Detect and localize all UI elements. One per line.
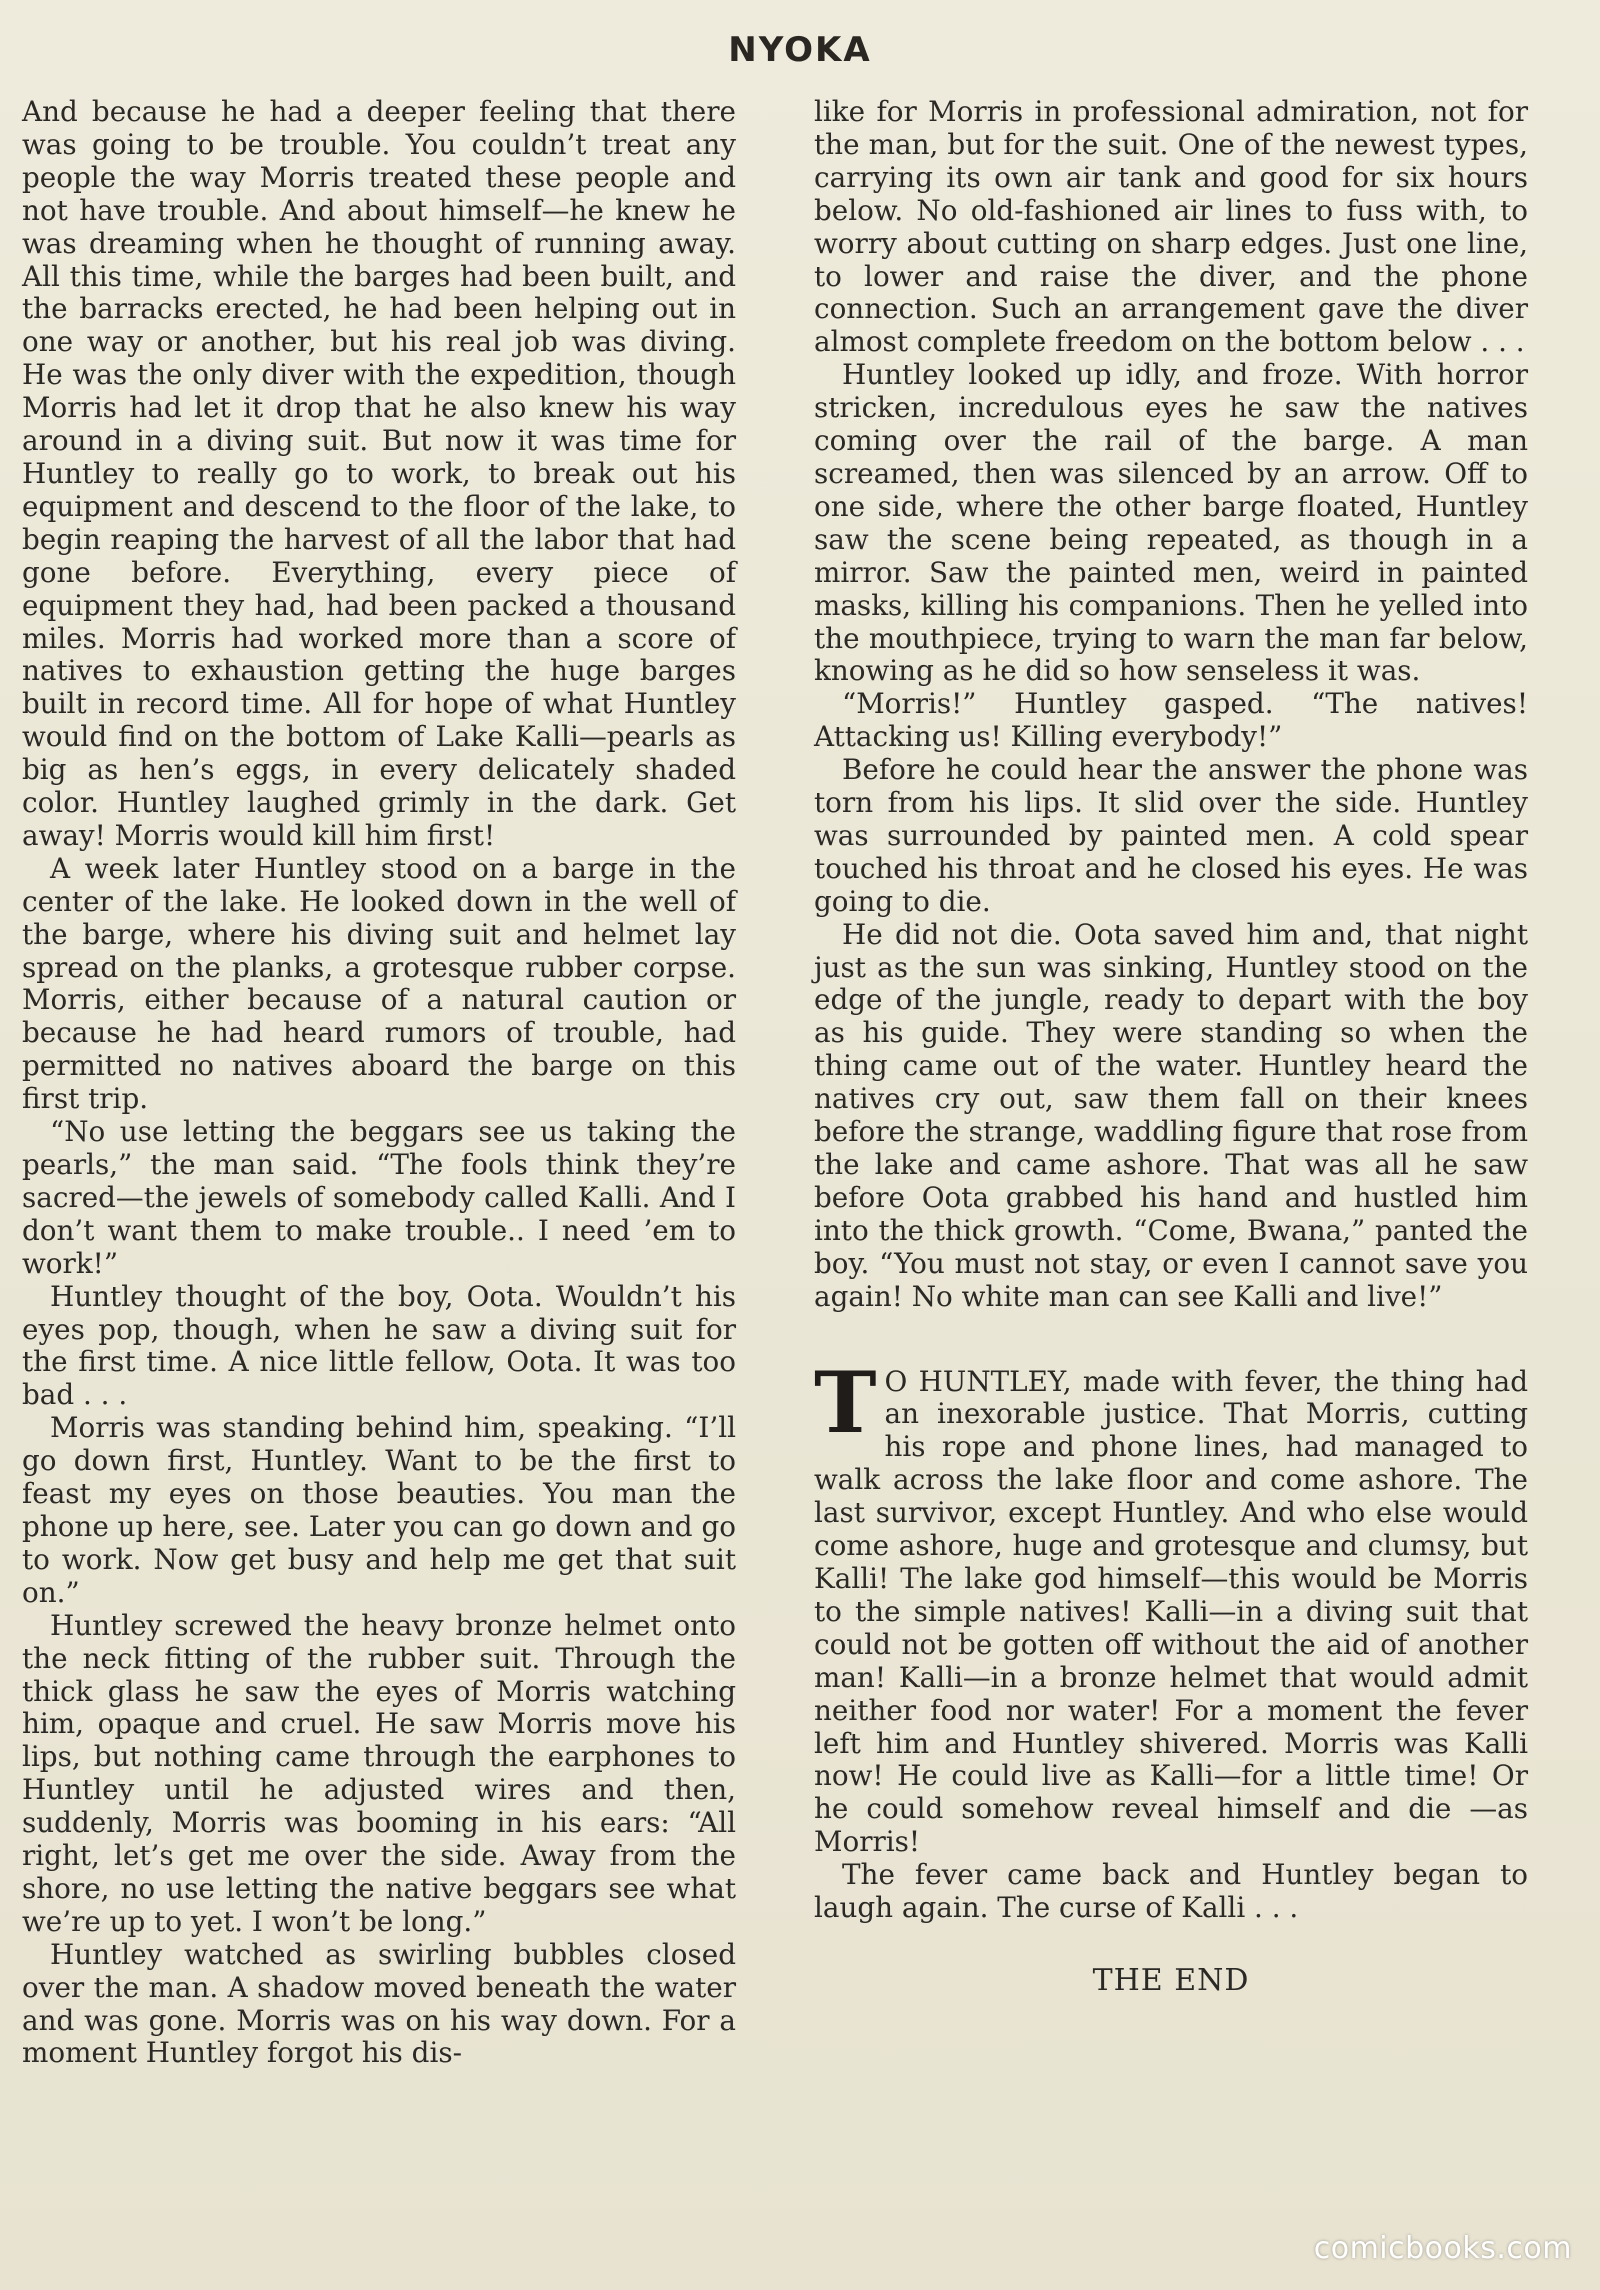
right-text-column (814, 96, 1528, 1998)
dropcap-paragraph-text: O HUNTLEY, made with fever, the thing had an inexorable justice. That Morris, cutting his rope and phone lines, had managed to walk across the lake floor and come ashore. The last survivor, except Huntley. And who else would come ashore, huge and grotesque and clumsy, but Kalli! The lake god himself—this would be Morris to the simple natives! Kalli—in a diving suit that could not be gotten off without the aid of another man! Kalli—in a bronze helmet that would admit neither food nor water! For a moment the fever left him and Huntley shivered. Morris was Kalli now! He could live as Kalli—for a little time! Or he could somehow reveal himself and die —as Morris! (814, 1364, 1528, 1859)
story-paragraph: A week later Huntley stood on a barge in the center of the lake. He looked down in the well of the barge, where his diving suit and helmet lay spread on the planks, a grotesque rubber corpse. Morris, either because of a natural caution or because he had heard rumors of trouble, had permitted no natives aboard the barge on this first trip. (22, 851, 736, 1116)
story-paragraph: Before he could hear the answer the phone was torn from his lips. It slid over the side. Huntley was surrounded by painted men. A cold spear touched his throat and he closed his eyes. He was going to die. (814, 753, 1528, 918)
story-paragraph: “No use letting the beggars see us taking the pearls,” the man said. “The fools think they’re sacred—the jewels of somebody called Kalli. And I don’t want them to make trouble.. I need ’em to work!” (22, 1115, 736, 1280)
story-paragraph: Huntley looked up idly, and froze. With horror stricken, incredulous eyes he saw the natives coming over the rail of the barge. A man screamed, then was silenced by an arrow. Off to one side, where the other barge floated, Huntley saw the scene being repeated, as though in a mirror. Saw the painted men, weird in painted masks, killing his companions. Then he yelled into the mouthpiece, trying to warn the man far below, knowing as he did so how senseless it was. (814, 358, 1528, 688)
dropcap-paragraph (814, 1352, 1528, 1860)
story-paragraph: Huntley thought of the boy, Oota. Wouldn’t his eyes pop, though, when he saw a diving suit for the first time. A nice little fellow, Oota. It was too bad . . . (22, 1279, 736, 1412)
final-paragraph: The fever came back and Huntley began to laugh again. The curse of Kalli . . . (814, 1858, 1528, 1925)
story-paragraph: like for Morris in professional admiration, not for the man, but for the suit. One of the newest types, carrying its own air tank and good for six hours below. No old-fashioned air lines to fuss with, to worry about cutting on sharp edges. Just one line, to lower and raise the diver, and the phone connection. Such an arrangement gave the diver almost complete freedom on the bottom below . . . (814, 95, 1528, 359)
story-paragraph: And because he had a deeper feeling that there was going to be trouble. You couldn’t treat any people the way Morris treated these people and not have trouble. And about himself—he knew he was dreaming when he thought of running away. All this time, while the barges had been built, and the barracks erected, he had been helping out in one way or another, but his real job was diving. He was the only diver with the expedition, though Morris had let it drop that he also knew his way around in a diving suit. But now it was time for Huntley to really go to work, to break out his equipment and descend to the floor of the lake, to begin reaping the harvest of all the labor that had gone before. Everything, every piece of equipment they had, had been packed a thousand miles. Morris had worked more than a score of natives to exhaustion getting the huge barges built in record time. All for hope of what Huntley would find on the bottom of Lake Kalli—pearls as big as hen’s eggs, in every delicately shaded color. Huntley laughed grimly in the dark. Get away! Morris would kill him first! (22, 95, 736, 852)
story-paragraph: “Morris!” Huntley gasped. “The natives! Attacking us! Killing everybody!” (814, 687, 1528, 754)
section-break (814, 1314, 1528, 1366)
the-end-label: THE END (1092, 1962, 1250, 1998)
page-header-title: NYOKA (728, 30, 872, 70)
left-text-column (22, 96, 736, 2070)
site-watermark: comicbooks.com (1313, 2231, 1572, 2266)
story-paragraph: He did not die. Oota saved him and, that night just as the sun was sinking, Huntley stood on the edge of the jungle, ready to depart with the boy as his guide. They were standing so when the thing came out of the water. Huntley heard the natives cry out, saw them fall on their knees before the strange, waddling figure that rose from the lake and came ashore. That was all he saw before Oota grabbed his hand and hustled him into the thick growth. “Come, Bwana,” panted the boy. “You must not stay, or even I cannot save you again! No white man can see Kalli and live!” (814, 917, 1528, 1313)
drop-cap-letter: T (814, 1352, 877, 1452)
story-paragraph: Huntley watched as swirling bubbles closed over the man. A shadow moved beneath the water and was gone. Morris was on his way down. For a moment Huntley forgot his dis- (22, 1937, 736, 2070)
story-paragraph: Huntley screwed the heavy bronze helmet onto the neck fitting of the rubber suit. Through the thick glass he saw the eyes of Morris watching him, opaque and cruel. He saw Morris move his lips, but nothing came through the earphones to Huntley until he adjusted wires and then, suddenly, Morris was booming in his ears: “All right, let’s get me over the side. Away from the shore, no use letting the native beggars see what we’re up to yet. I won’t be long.” (22, 1608, 736, 1938)
story-paragraph: Morris was standing behind him, speaking. “I’ll go down first, Huntley. Want to be the first to feast my eyes on those beauties. You man the phone up here, see. Later you can go down and go to work. Now get busy and help me get that suit on.” (22, 1411, 736, 1609)
